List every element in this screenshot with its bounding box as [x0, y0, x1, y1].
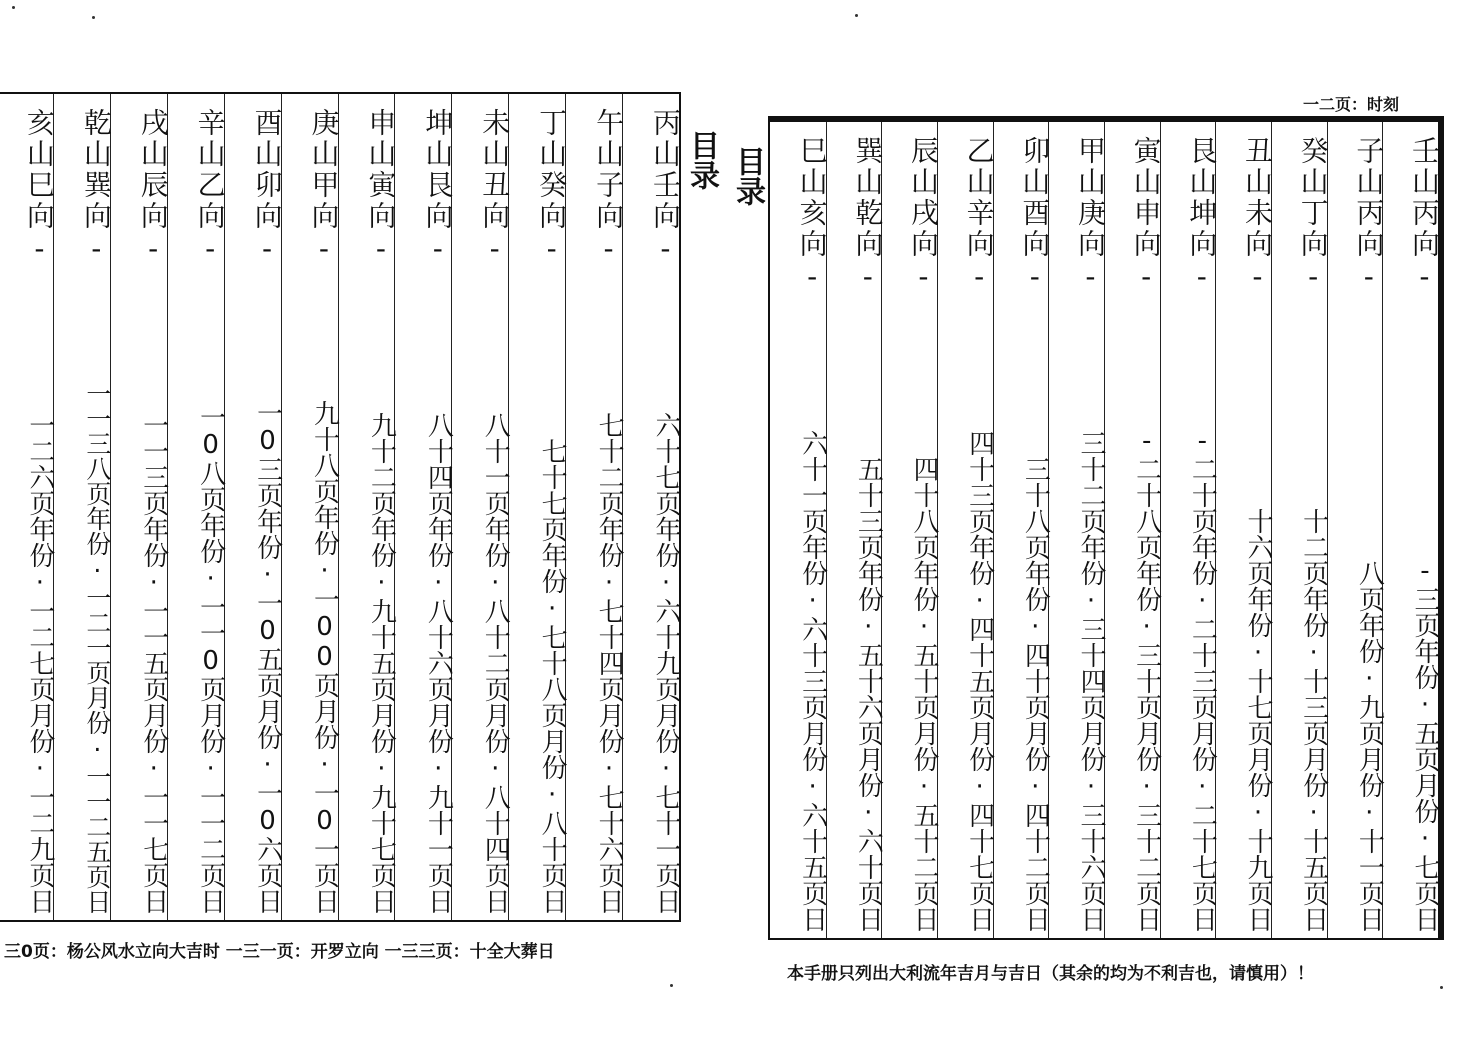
toc-column: [394, 94, 455, 920]
toc-page-refs: 六十一页年份·六十三页月份·六十五页日: [797, 430, 828, 932]
toc-page-refs: 九十二页年份·九十五页月份·九十七页日: [366, 412, 397, 914]
toc-heading: 丑山未向-: [1240, 136, 1274, 296]
toc-column: [1382, 122, 1441, 938]
toc-page-refs: 八十一页年份·八十二页月份·八十四页日: [480, 412, 511, 914]
toc-page-refs: -二十页年份·二十三页月份·二十七页日: [1187, 426, 1218, 932]
toc-column: [937, 122, 996, 938]
toc-heading: 巽山乾向-: [851, 136, 885, 296]
toc-heading: 酉山卯向-: [250, 108, 284, 268]
toc-column: [1160, 122, 1219, 938]
toc-heading: 巳山亥向-: [795, 136, 829, 296]
scan-speck: [855, 14, 858, 17]
toc-column: [993, 122, 1052, 938]
right-page: [730, 116, 1446, 946]
toc-column: [1104, 122, 1163, 938]
left-footer: 三0页：杨公风水立向大吉时 一三一页：开罗立向 一三三页：十全大葬日: [4, 942, 555, 962]
toc-page-refs: 九十八页年份·一00页月份·一0一页日: [309, 400, 340, 914]
toc-heading: 坤山艮向-: [421, 108, 455, 268]
toc-column: [622, 94, 682, 920]
toc-heading: 辛山乙向-: [193, 108, 227, 268]
toc-column: [451, 94, 512, 920]
toc-page-refs: 一二六页年份·一二七页月份·一二九页日: [24, 412, 55, 914]
toc-heading: 未山丑向-: [478, 108, 512, 268]
toc-heading: 寅山申向-: [1129, 136, 1163, 296]
scan-speck: [92, 16, 95, 19]
right-toc-title: 目录: [730, 146, 765, 206]
toc-column: [826, 122, 885, 938]
toc-page-refs: 一一三八页年份·一二一页月份·一一二五页日: [82, 381, 112, 914]
right-footer: 本手册只列出大利流年吉月与吉日（其余的均为不利吉也，请慎用）！: [787, 964, 1314, 984]
toc-heading: 辰山戌向-: [906, 136, 940, 296]
left-toc-title: 目录: [684, 130, 719, 190]
toc-column: [1048, 122, 1107, 938]
toc-heading: 癸山丁向-: [1296, 136, 1330, 296]
toc-column: [1327, 122, 1386, 938]
toc-page-refs: 十六页年份·十七页月份·十九页日: [1242, 508, 1273, 932]
toc-page-refs: 一0三页年份·一0五页月份·一0六页日: [252, 400, 283, 914]
toc-page-refs: 四十八页年份·五十页月份·五十二页日: [908, 456, 939, 932]
toc-heading: 乾山巽向-: [79, 108, 113, 268]
toc-heading: 丙山壬向-: [648, 108, 682, 268]
toc-column: [281, 94, 341, 920]
toc-column: [167, 94, 227, 920]
right-table: [768, 116, 1444, 940]
toc-column: [53, 94, 113, 920]
toc-column: [881, 122, 940, 938]
toc-page-refs: 六十七页年份·六十九页月份·七十一页日: [650, 412, 681, 914]
toc-page-refs: 五十三页年份·五十六页月份·六十页日: [853, 456, 884, 932]
toc-page-refs: 七十七页年份·七十八页月份·八十页日: [537, 438, 568, 914]
toc-column: [1271, 122, 1330, 938]
toc-page-refs: -二十八页年份·三十页月份·三十二页日: [1131, 426, 1162, 932]
toc-column: [224, 94, 284, 920]
toc-heading: 甲山庚向-: [1073, 136, 1107, 296]
toc-heading: 壬山丙向-: [1407, 136, 1441, 296]
toc-column: [565, 94, 626, 920]
toc-column: [508, 94, 569, 920]
scan-speck: [1440, 986, 1443, 989]
toc-heading: 丁山癸向-: [535, 108, 569, 268]
toc-page-refs: 一0八页年份·一一0页月份·一一二页日: [195, 404, 226, 914]
right-header: 一二页：时刻: [1303, 95, 1400, 114]
toc-page-refs: 八十四页年份·八十六页月份·九十一页日: [423, 412, 454, 914]
toc-page-refs: -三页年份·五页月份·七页日: [1409, 556, 1440, 932]
toc-heading: 艮山坤向-: [1185, 136, 1219, 296]
scan-speck: [670, 984, 673, 987]
toc-heading: 申山寅向-: [364, 108, 398, 268]
toc-heading: 庚山甲向-: [307, 108, 341, 268]
toc-column: [110, 94, 170, 920]
toc-page-refs: 三十二页年份·三十四页月份·三十六页日: [1075, 430, 1106, 932]
left-table: [0, 92, 681, 922]
toc-page-refs: 一一三页年份·一一五页月份·一一七页日: [138, 412, 169, 914]
toc-heading: 亥山巳向-: [22, 108, 56, 268]
toc-page-refs: 八页年份·九页月份·十一页日: [1354, 560, 1385, 932]
toc-heading: 卯山酉向-: [1018, 136, 1052, 296]
toc-column: [770, 122, 829, 938]
toc-column: [338, 94, 398, 920]
toc-heading: 午山子向-: [592, 108, 626, 268]
toc-column: [0, 94, 56, 920]
toc-heading: 戌山辰向-: [136, 108, 170, 268]
left-page: [0, 92, 730, 932]
toc-page-refs: 十二页年份·十三页月份·十五页日: [1298, 508, 1329, 932]
toc-heading: 乙山辛向-: [962, 136, 996, 296]
toc-page-refs: 七十二页年份·七十四页月份·七十六页日: [594, 412, 625, 914]
toc-column: [1215, 122, 1274, 938]
toc-heading: 子山丙向-: [1352, 136, 1386, 296]
scan-speck: [12, 6, 15, 9]
toc-page-refs: 三十八页年份·四十页月份·四十二页日: [1020, 456, 1051, 932]
toc-page-refs: 四十三页年份·四十五页月份·四十七页日: [964, 430, 995, 932]
